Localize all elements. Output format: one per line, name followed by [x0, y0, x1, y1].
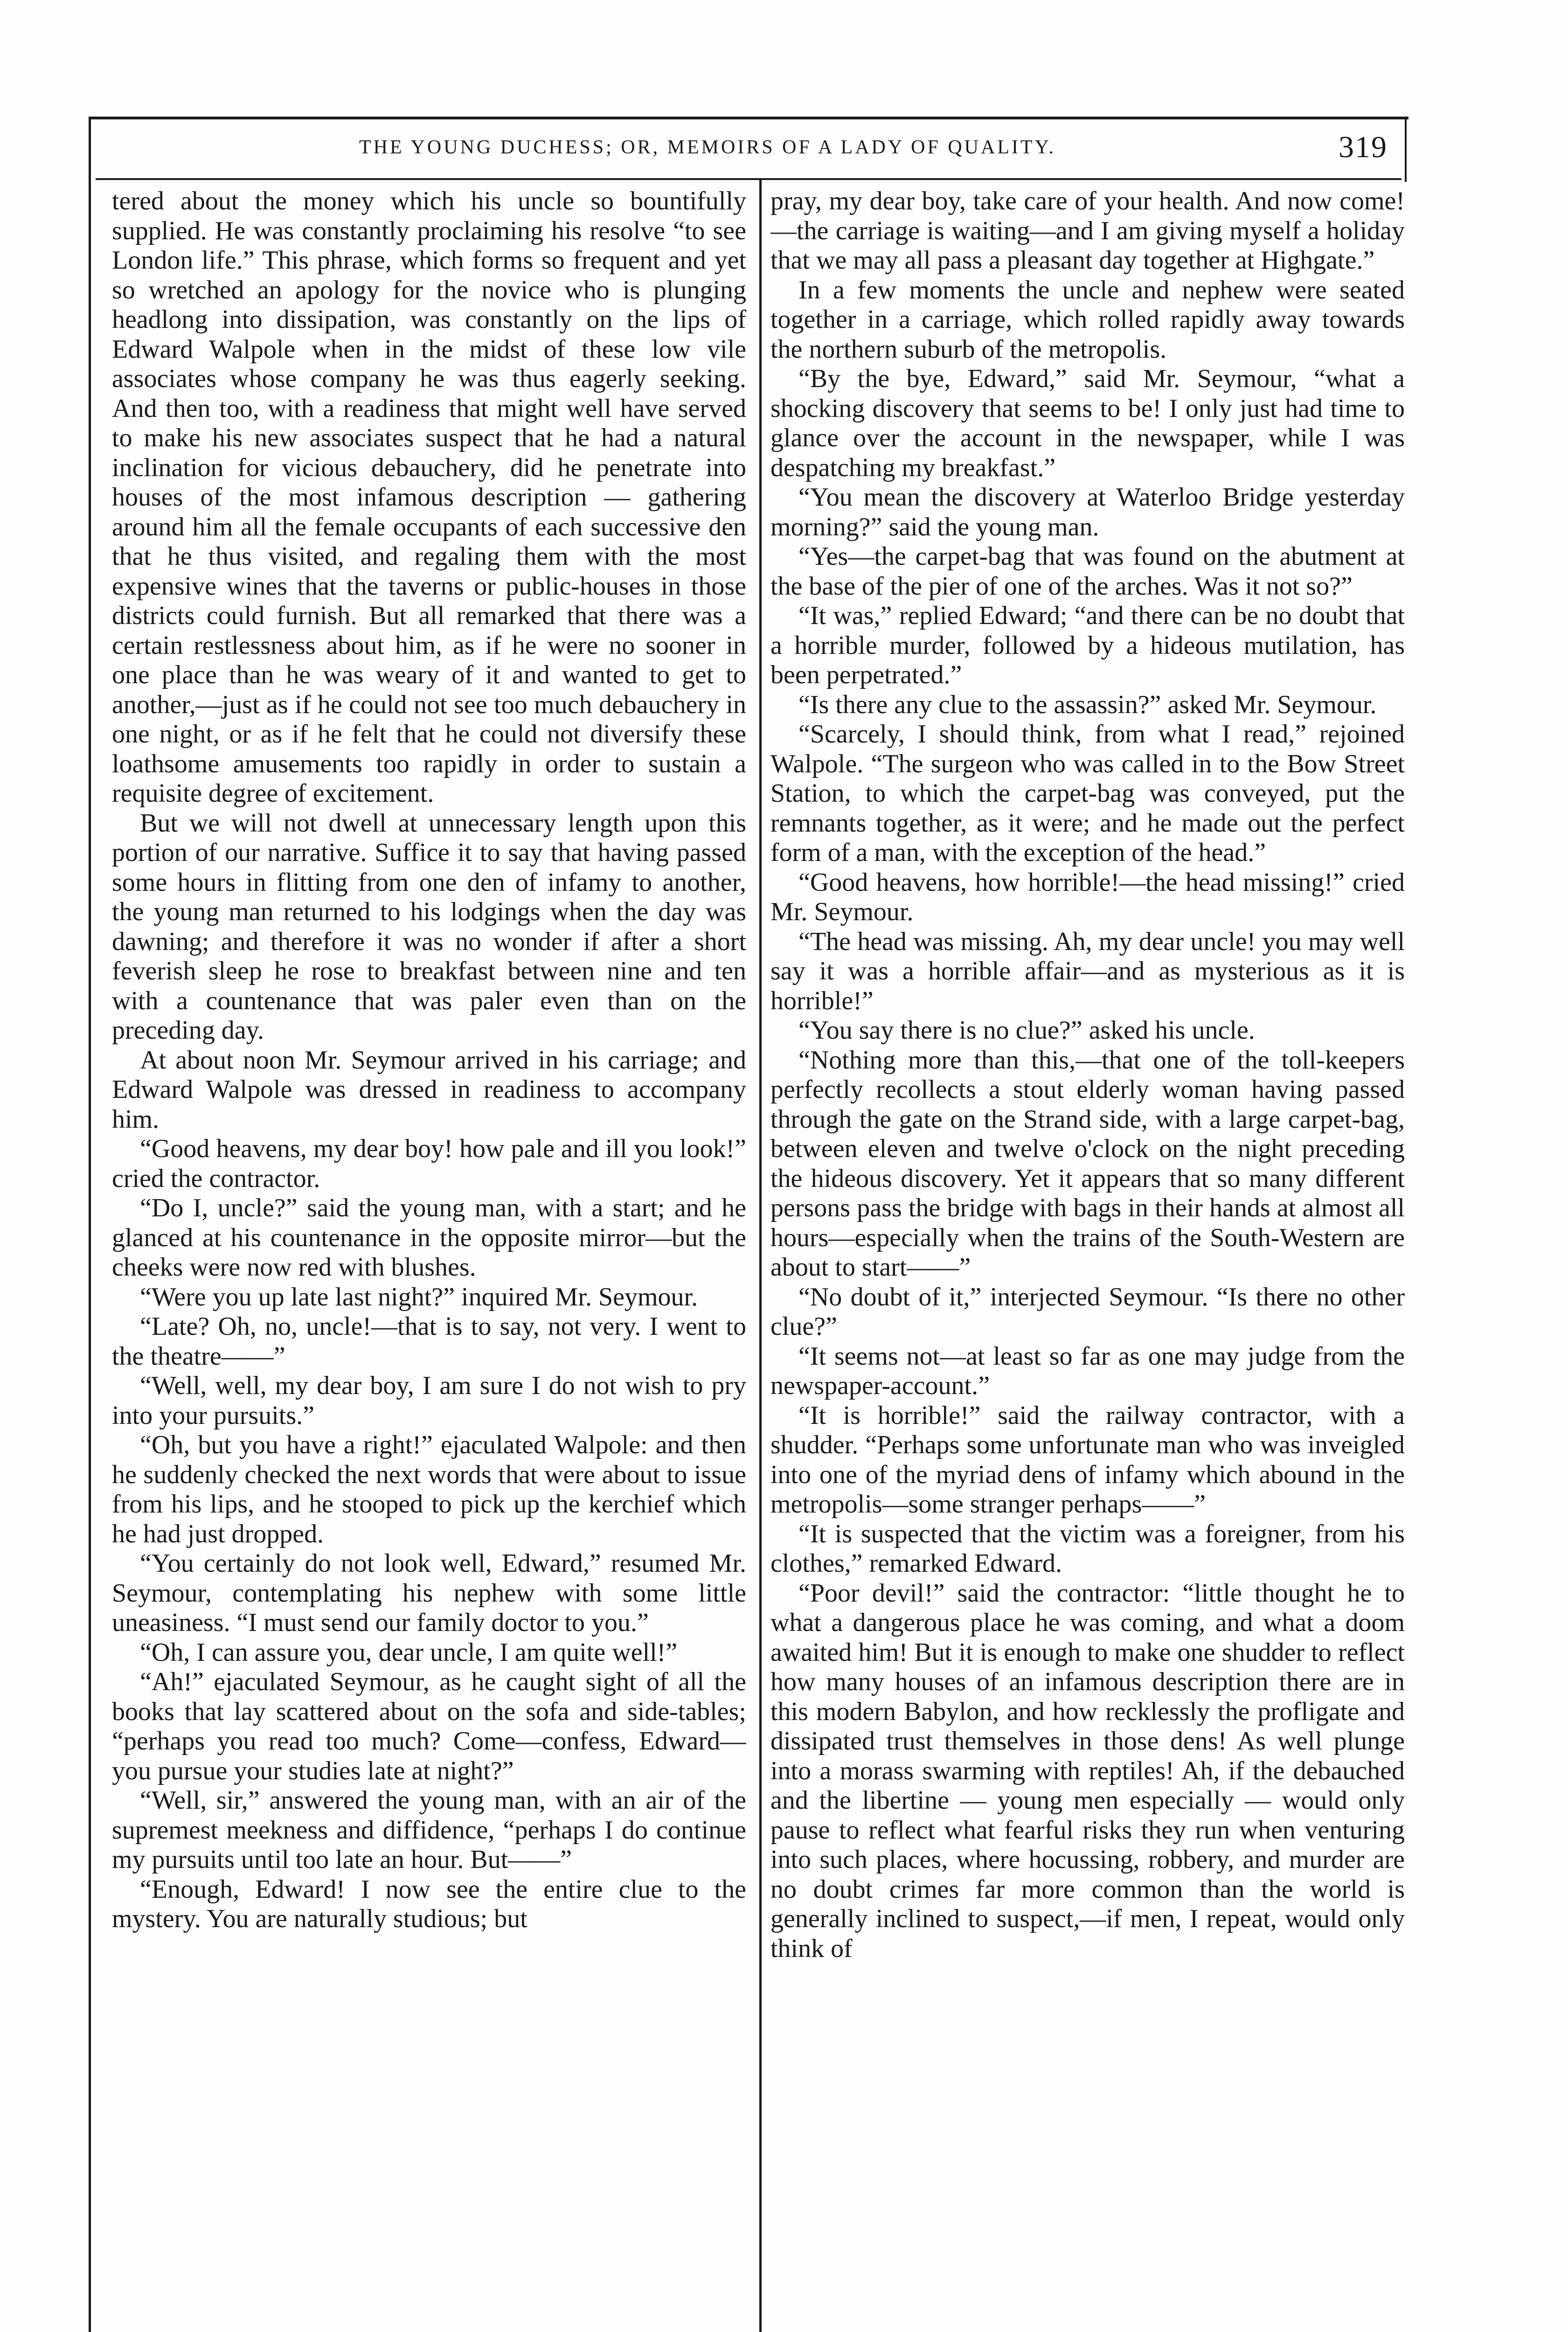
paragraph: “Oh, but you have a right!” ejaculated Walpole: and then he suddenly checked the next words that were about to issue from his lips, and he stooped to pick up the kerchief which he had just dropped.: [112, 1430, 746, 1548]
header-divider-rule: [96, 178, 1401, 180]
paragraph: “Yes—the carpet-bag that was found on the abutment at the base of the pier of one of the arches. Was it not so?”: [770, 542, 1405, 601]
running-head: [98, 125, 1404, 162]
paragraph: “You mean the discovery at Waterloo Bridge yesterday morning?” said the young man.: [770, 483, 1405, 541]
paragraph: “Good heavens, my dear boy! how pale and ill you look!” cried the contractor.: [112, 1134, 746, 1193]
left-column: [112, 187, 746, 2332]
paragraph: “Well, well, my dear boy, I am sure I do not wish to pry into your pursuits.”: [112, 1371, 746, 1430]
paragraph: “You say there is no clue?” asked his uncle.: [798, 1016, 1255, 1045]
right-border-rule: [1405, 117, 1407, 182]
paragraph: “Oh, I can assure you, dear uncle, I am quite well!”: [140, 1638, 678, 1667]
paragraph: “Poor devil!” said the contractor: “little thought he to what a dangerous place he was coming, and what a doom awaited him! But it is enough to make one shudder to reflect how many houses of an infamous description there are in this modern Babylon, and how recklessly the profligate and dissipated trust themselves in those dens! As well plunge into a morass swarming with reptiles! Ah, if the debauched and the libertine — young men especially — would only pause to reflect what fearful risks they run when venturing into such places, where hocussing, robbery, and murder are no doubt crimes far more common than the world is generally inclined to suspect,—if men, I repeat, would only think of: [770, 1578, 1405, 1963]
right-column: [770, 187, 1405, 2332]
paragraph: “It is suspected that the victim was a foreigner, from his clothes,” remarked Edward.: [770, 1519, 1405, 1578]
paragraph: “Is there any clue to the assassin?” asked Mr. Seymour.: [798, 690, 1377, 719]
column-divider-rule: [759, 180, 762, 2332]
paragraph: “Do I, uncle?” said the young man, with a start; and he glanced at his countenance in the opposite mirror—but the cheeks were now red with blushes.: [112, 1194, 746, 1282]
paragraph: At about noon Mr. Seymour arrived in his carriage; and Edward Walpole was dressed in readiness to accompany him.: [112, 1045, 746, 1134]
paragraph: “It was,” replied Edward; “and there can be no doubt that a horrible murder, followed by a hideous mutilation, has been perpetrated.”: [770, 601, 1405, 689]
paragraph: But we will not dwell at unnecessary length upon this portion of our narrative. Suffice it to say that having passed some hours in flitting from one den of infamy to another, the young man returned to his lodgings when the day was dawning; and therefore it was no wonder if after a short feverish sleep he rose to breakfast between nine and ten with a countenance that was paler even than on the preceding day.: [112, 808, 746, 1045]
paragraph: “Scarcely, I should think, from what I read,” rejoined Walpole. “The surgeon who was called in to the Bow Street Station, to which the carpet-bag was conveyed, put the remnants together, as it were; and he made out the perfect form of a man, with the exception of the head.”: [770, 720, 1405, 867]
running-title: THE YOUNG DUCHESS; OR, MEMOIRS OF A LADY OF QUALITY.: [359, 137, 1056, 158]
paragraph: “Were you up late last night?” inquired Mr. Seymour.: [140, 1282, 698, 1312]
top-border-rule: [89, 117, 1408, 119]
paragraph: “Ah!” ejaculated Seymour, as he caught sight of all the books that lay scattered about on the sofa and side-tables; “perhaps you read too much? Come—confess, Edward—you pursue your studies late at night?”: [112, 1667, 746, 1785]
paragraph: “Well, sir,” answered the young man, with an air of the supremest meekness and diffidence, “perhaps I do continue my pursuits until too late an hour. But——”: [112, 1786, 746, 1874]
paragraph: “It is horrible!” said the railway contractor, with a shudder. “Perhaps some unfortunate man who was inveigled into one of the myriad dens of infamy which abound in the metropolis—some stranger perhaps——”: [770, 1401, 1405, 1519]
paragraph: “Good heavens, how horrible!—the head missing!” cried Mr. Seymour.: [770, 868, 1405, 926]
paragraph: “The head was missing. Ah, my dear uncle! you may well say it was a horrible affair—and as mysterious as it is horrible!”: [770, 927, 1405, 1015]
left-border-rule: [89, 117, 91, 2332]
paragraph: In a few moments the uncle and nephew were seated together in a carriage, which rolled rapidly away towards the northern suburb of the metropolis.: [770, 275, 1405, 364]
paragraph: “Nothing more than this,—that one of the toll-keepers perfectly recollects a stout elderly woman having passed through the gate on the Strand side, with a large carpet-bag, between eleven and twelve o'clock on the night preceding the hideous discovery. Yet it appears that so many different persons pass the bridge with bags in their hands at almost all hours—especially when the trains of the South-Western are about to start——”: [770, 1045, 1405, 1282]
paragraph: pray, my dear boy, take care of your health. And now come!—the carriage is waiting—and I am giving myself a holiday that we may all pass a pleasant day together at Highgate.”: [770, 187, 1405, 275]
paragraph: “You certainly do not look well, Edward,” resumed Mr. Seymour, contemplating his nephew with some little uneasiness. “I must send our family doctor to you.”: [112, 1549, 746, 1637]
paragraph: “No doubt of it,” interjected Seymour. “Is there no other clue?”: [770, 1282, 1405, 1341]
paragraph: “By the bye, Edward,” said Mr. Seymour, “what a shocking discovery that seems to be! I only just had time to glance over the account in the newspaper, while I was despatching my breakfast.”: [770, 364, 1405, 482]
paragraph: “Enough, Edward! I now see the entire clue to the mystery. You are naturally studious; but: [112, 1874, 746, 1933]
paragraph: tered about the money which his uncle so bountifully supplied. He was constantly proclaiming his resolve “to see London life.” This phrase, which forms so frequent and yet so wretched an apology for the novice who is plunging headlong into dissipation, was constantly on the lips of Edward Walpole when in the midst of these low vile associates whose company he was thus eagerly seeking. And then too, with a readiness that might well have served to make his new associates suspect that he had a natural inclination for vicious debauchery, did he penetrate into houses of the most infamous description — gathering around him all the female occupants of each successive den that he thus visited, and regaling them with the most expensive wines that the taverns or public-houses in those districts could furnish. But all remarked that there was a certain restlessness about him, as if he were no sooner in one place than he was weary of it and wanted to get to another,—just as if he could not see too much debauchery in one night, or as if he felt that he could not diversify these loathsome amusements too rapidly in order to sustain a requisite degree of excitement.: [112, 187, 746, 808]
paragraph: “It seems not—at least so far as one may judge from the newspaper-account.”: [770, 1341, 1405, 1400]
paragraph: “Late? Oh, no, uncle!—that is to say, not very. I went to the theatre——”: [112, 1312, 746, 1371]
page-number: 319: [1339, 130, 1388, 164]
